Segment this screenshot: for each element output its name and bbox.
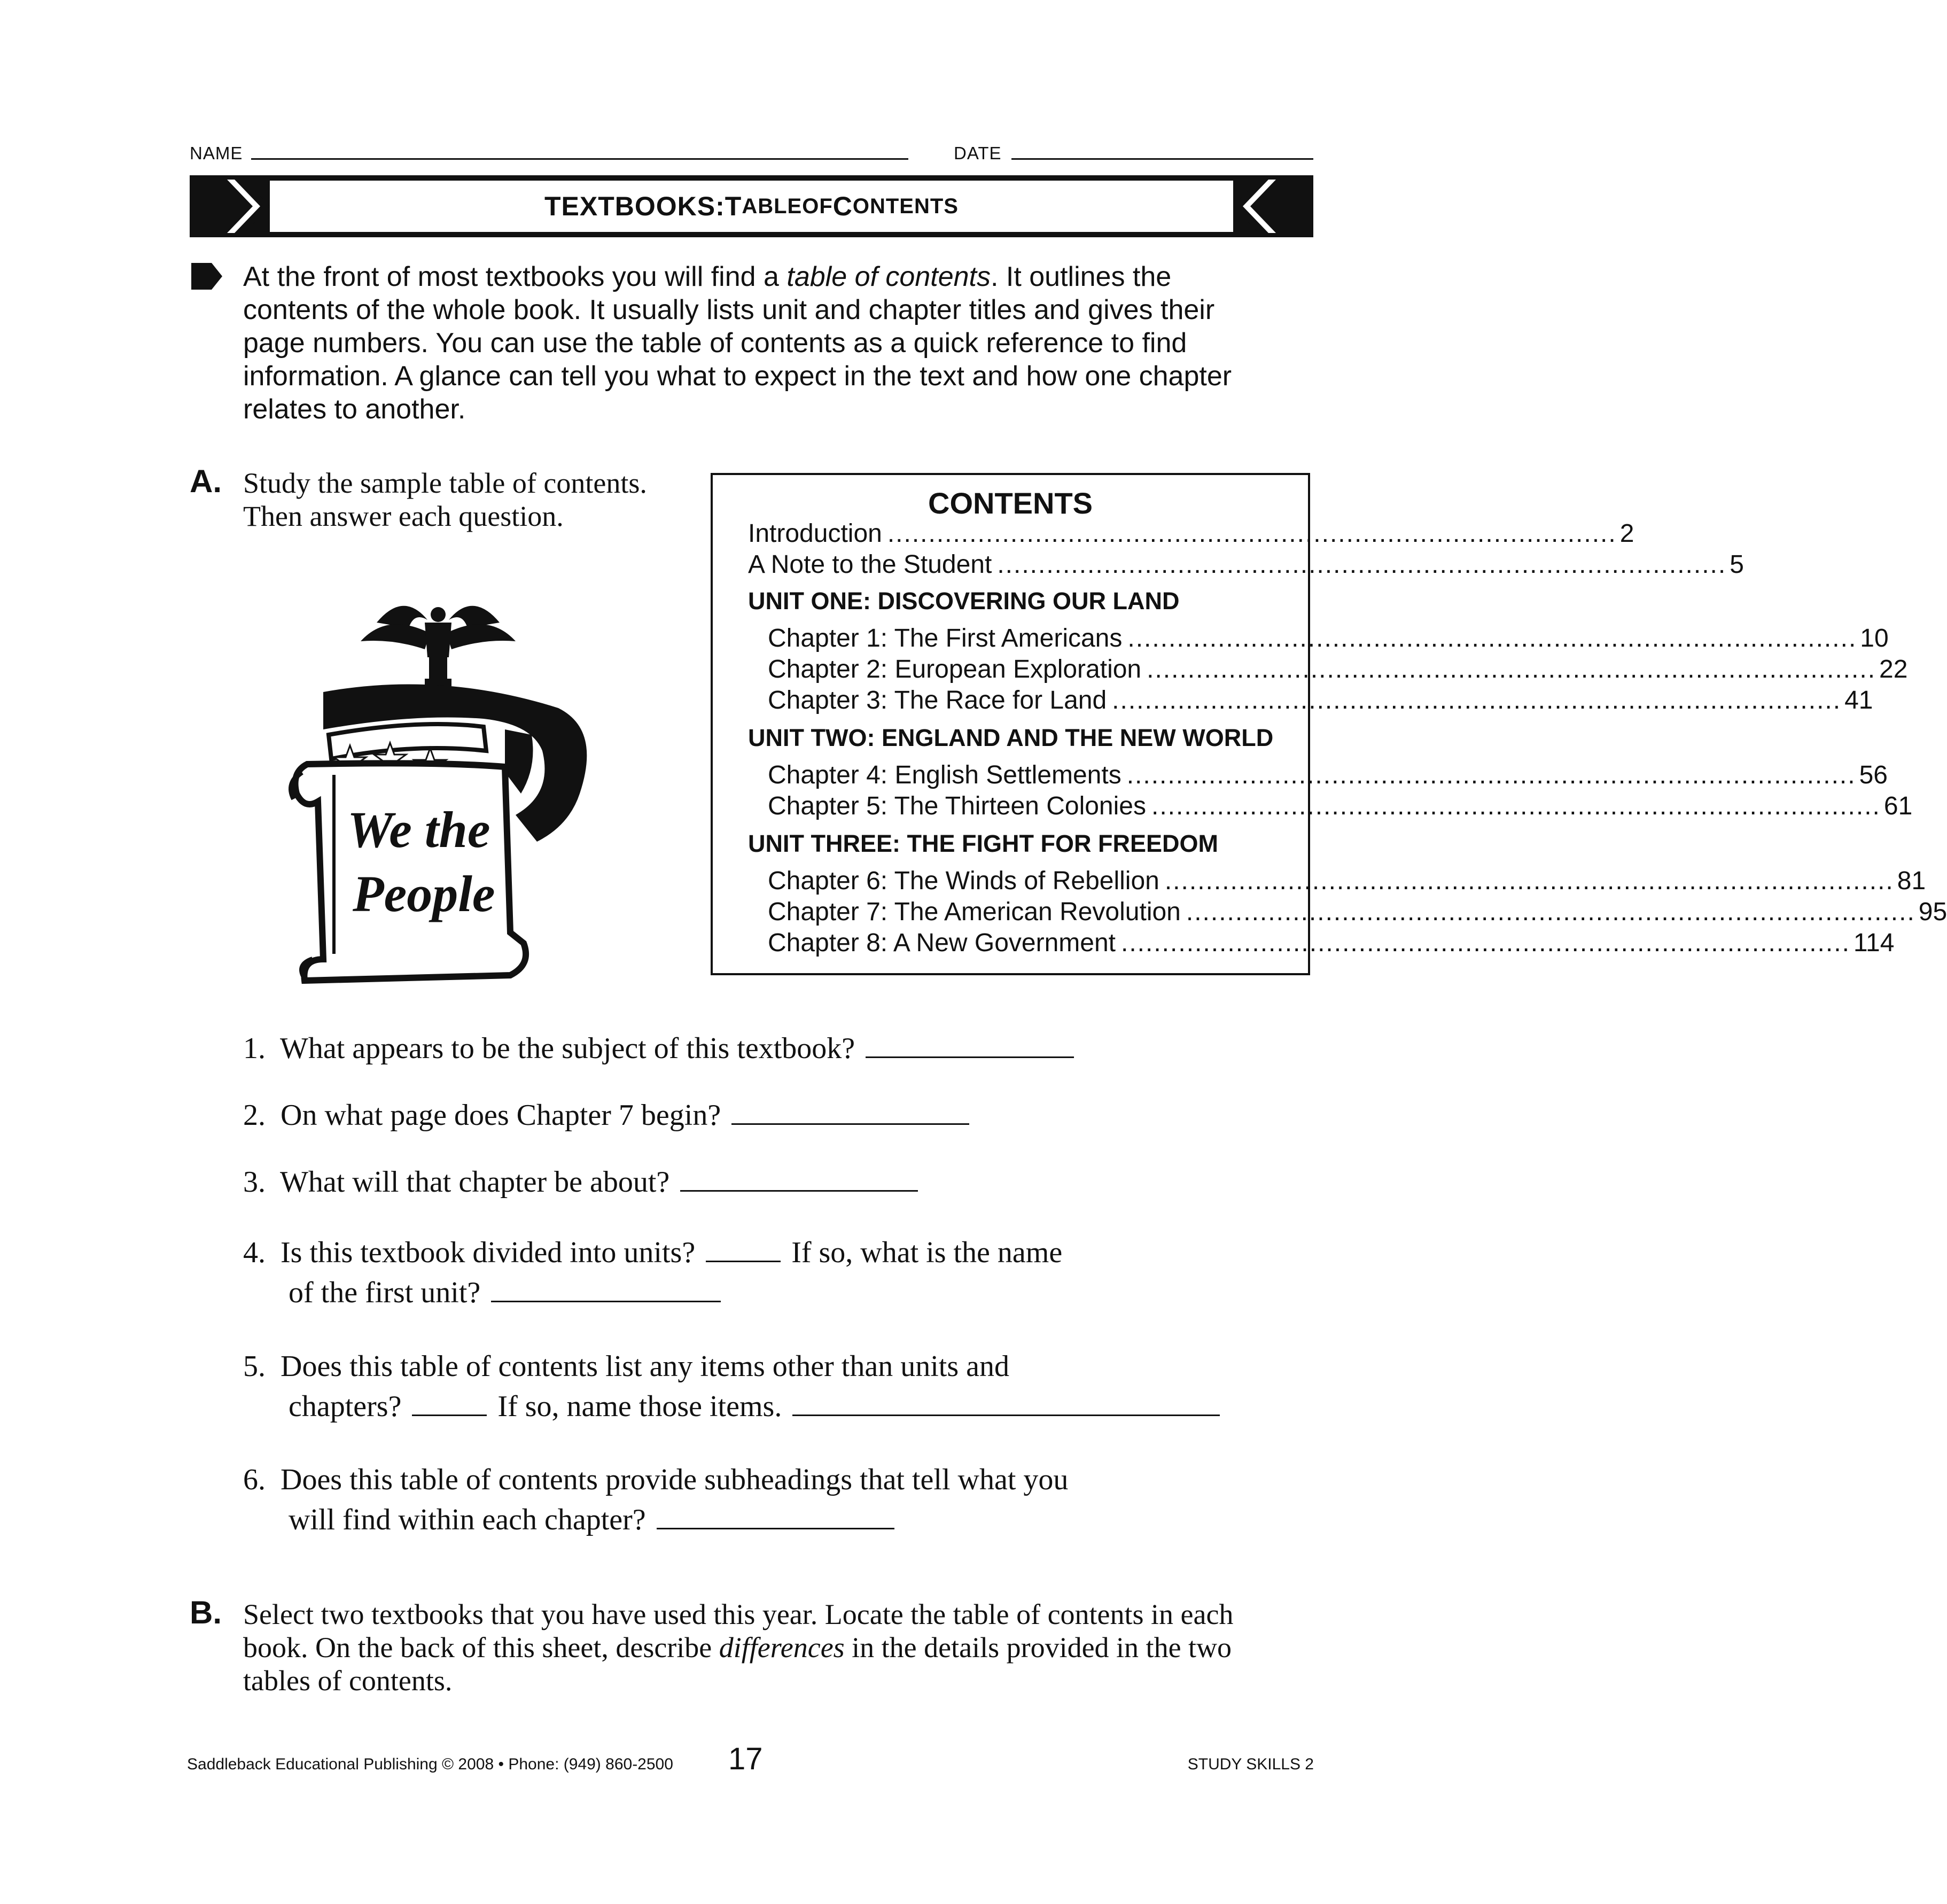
question-text: If so, what is the name	[791, 1236, 1063, 1269]
question-1	[243, 1029, 1077, 1069]
we-the-people-illustration	[281, 590, 596, 986]
question-text: What appears to be the subject of this textbook?	[280, 1032, 855, 1065]
answer-blank[interactable]	[491, 1274, 721, 1302]
title-t: T	[725, 191, 742, 221]
section-a-instructions: Study the sample table of contents. Then answer each question.	[243, 467, 647, 532]
toc-entry-chapter-5: Chapter 5: The Thirteen Colonies ......................................................................................... 61	[768, 792, 1913, 820]
question-text: Is this textbook divided into units?	[281, 1236, 696, 1269]
intro-paragraph	[243, 260, 1258, 426]
answer-blank[interactable]	[706, 1234, 781, 1262]
question-number: 3.	[243, 1165, 266, 1199]
contents-box	[711, 473, 1947, 975]
toc-entry-chapter-6: Chapter 6: The Winds of Rebellion ......................................................................................... 81	[768, 867, 1926, 895]
date-label: DATE	[954, 143, 1002, 163]
toc-unit-one: UNIT ONE: DISCOVERING OUR LAND	[748, 587, 1180, 615]
toc-entry-introduction: Introduction ......................................................................................... 2	[748, 519, 1634, 548]
question-4	[243, 1233, 1062, 1273]
title-ontents: ONTENTS	[852, 194, 959, 218]
question-text: What will that chapter be about?	[280, 1165, 670, 1199]
section-b-letter: B.	[190, 1595, 222, 1630]
section-b-text-before: Select two textbooks that you have used this year. Locate the table of contents in each book. On the back of this sheet, describe	[243, 1598, 1234, 1664]
answer-blank[interactable]	[731, 1097, 969, 1125]
question-text: If so, name those items.	[497, 1390, 782, 1423]
name-field[interactable]	[251, 158, 908, 160]
eagle-icon	[361, 606, 516, 686]
question-text: Does this table of contents provide subheadings that tell what you	[281, 1463, 1069, 1496]
footer-publisher: Saddleback Educational Publishing © 2008 • Phone: (949) 860-2500	[187, 1755, 673, 1773]
question-text: On what page does Chapter 7 begin?	[281, 1099, 721, 1132]
section-a-letter: A.	[190, 463, 222, 499]
toc-entry-chapter-4: Chapter 4: English Settlements ......................................................................................... 56	[768, 761, 1888, 789]
question-5-line-2	[289, 1387, 1223, 1427]
question-2	[243, 1095, 972, 1136]
contents-title: CONTENTS	[928, 486, 1093, 520]
we-the-text: We the	[347, 801, 490, 858]
toc-entry-chapter-7: Chapter 7: The American Revolution ......................................................................................... 95	[768, 898, 1947, 926]
title-c: C	[832, 191, 853, 221]
section-b-text-emphasis: differences	[719, 1631, 845, 1664]
toc-entry-chapter-2: Chapter 2: European Exploration ......................................................................................... 22	[768, 655, 1908, 683]
question-4-line-2	[289, 1273, 724, 1313]
name-label: NAME	[190, 143, 243, 163]
people-text: People	[353, 865, 495, 922]
toc-entry-chapter-3: Chapter 3: The Race for Land ......................................................................................... 41	[768, 686, 1873, 714]
answer-blank[interactable]	[792, 1388, 1220, 1416]
toc-unit-two: UNIT TWO: ENGLAND AND THE NEW WORLD	[748, 724, 1274, 751]
question-number: 5.	[243, 1350, 266, 1383]
answer-blank[interactable]	[680, 1163, 918, 1192]
toc-entry-chapter-1: Chapter 1: The First Americans ......................................................................................... 10	[768, 624, 1889, 652]
toc-unit-three: UNIT THREE: THE FIGHT FOR FREEDOM	[748, 830, 1218, 857]
intro-text-emphasis: table of contents	[786, 261, 991, 292]
question-number: 4.	[243, 1236, 266, 1269]
title-of: OF	[802, 194, 833, 218]
title-main: TEXTBOOKS:	[544, 191, 725, 221]
intro-text-before: At the front of most textbooks you will find a	[243, 261, 787, 292]
answer-blank[interactable]	[866, 1030, 1074, 1058]
toc-entry-chapter-8: Chapter 8: A New Government ......................................................................................... 114	[768, 929, 1895, 957]
question-text: will find within each chapter?	[289, 1503, 646, 1536]
title-able: ABLE	[742, 194, 803, 218]
question-text: of the first unit?	[289, 1276, 481, 1309]
question-number: 6.	[243, 1463, 266, 1496]
question-text: Does this table of contents list any items other than units and	[281, 1350, 1009, 1383]
page-number: 17	[728, 1742, 763, 1776]
toc-entry-note: A Note to the Student ......................................................................................... 5	[748, 550, 1744, 579]
date-field[interactable]	[1011, 158, 1313, 160]
question-6-line-2	[289, 1500, 898, 1540]
answer-blank[interactable]	[657, 1501, 894, 1529]
question-6	[243, 1460, 1068, 1500]
question-5	[243, 1347, 1009, 1387]
page-title	[190, 175, 1313, 237]
title-banner	[190, 175, 1313, 237]
question-number: 2.	[243, 1099, 266, 1132]
question-text: chapters?	[289, 1390, 402, 1423]
section-b-text-after: in the details provided in the two tables of contents.	[243, 1631, 1232, 1697]
question-3	[243, 1162, 921, 1202]
arrow-bullet-icon	[191, 263, 222, 290]
eagle-scroll-icon	[281, 590, 596, 986]
footer-series: STUDY SKILLS 2	[1187, 1755, 1314, 1773]
answer-blank[interactable]	[412, 1388, 487, 1416]
question-number: 1.	[243, 1032, 266, 1065]
intro-text-after: . It outlines the contents of the whole book. It usually lists unit and chapter titles and gives their page numbers. You can use the table of contents as a quick reference to find information. A glance can tell you what to expect in the text and how one chapter relates to another.	[243, 261, 1232, 425]
section-b-instructions	[243, 1598, 1285, 1697]
